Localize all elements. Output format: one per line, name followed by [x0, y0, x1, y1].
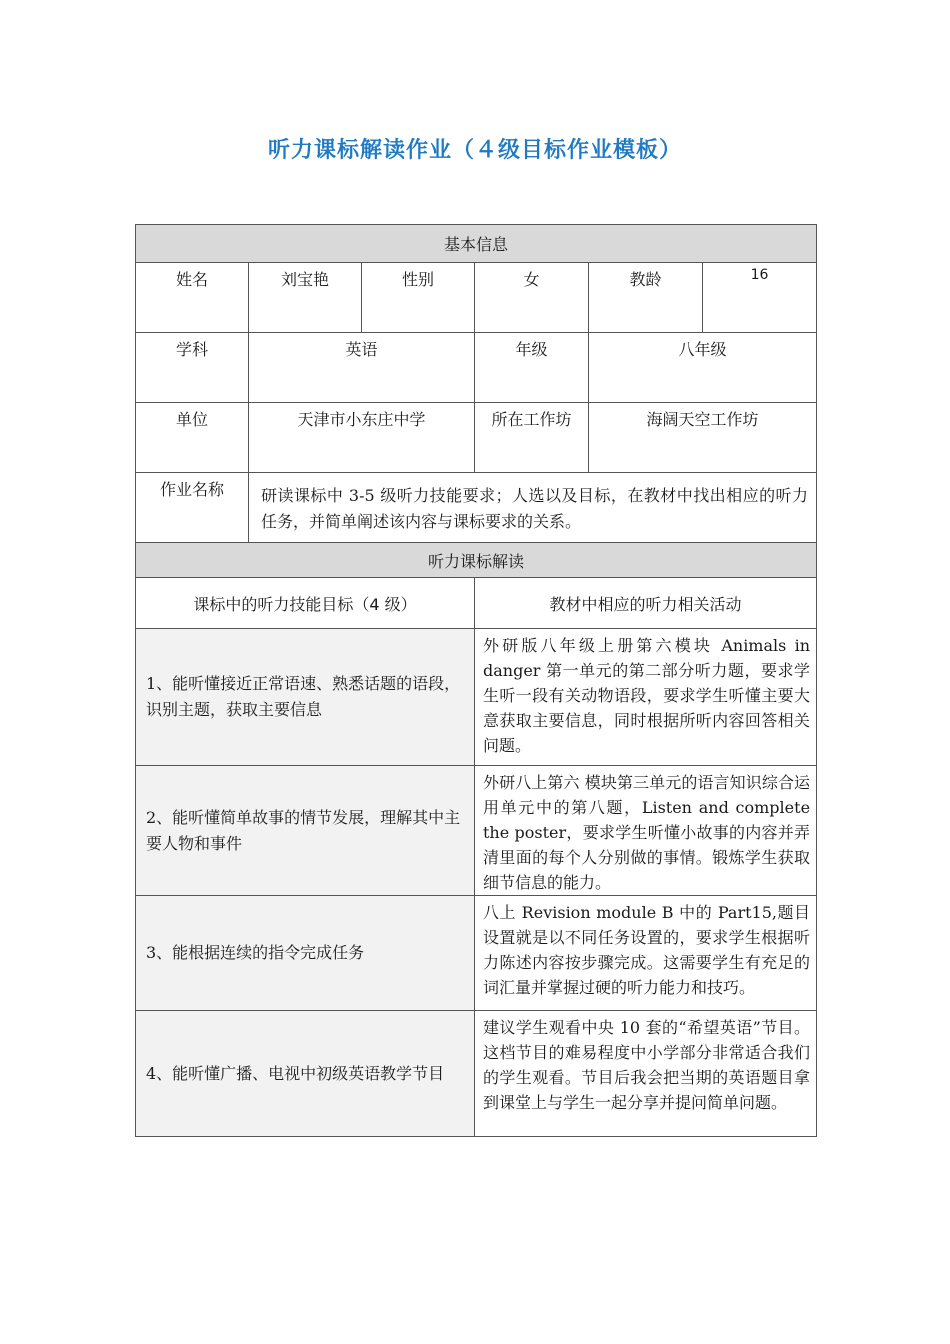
unit-label: 单位 — [136, 403, 249, 473]
gender-value: 女 — [475, 263, 589, 333]
column-header-goal: 课标中的听力技能目标（4 级） — [136, 578, 475, 629]
activity-cell: 建议学生观看中央 10 套的“希望英语”节目。这档节目的难易程度中小学部分非常适合我们的学生观看。节目后我会把当期的英语题目拿到课堂上与学生一起分享并提问简单问题。 — [475, 1011, 817, 1137]
table-row — [136, 896, 817, 1011]
page-title: 听力课标解读作业（４级目标作业模板） — [267, 138, 682, 163]
table-row — [136, 629, 817, 766]
name-label: 姓名 — [136, 263, 249, 333]
activity-cell: 外研八上第六 模块第三单元的语言知识综合运用单元中的第八题，Listen and complete the poster，要求学生听懂小故事的内容并弄清里面的每个人分别做的事情。锻炼学生获取细节信息的能力。 — [475, 766, 817, 896]
activity-cell: 外研版八年级上册第六模块 Animals in danger 第一单元的第二部分听力题，要求学生听一段有关动物语段，要求学生听懂主要大意获取主要信息，同时根据所听内容回答相关问题。 — [475, 629, 817, 766]
teaching-years-value: 16 — [703, 263, 817, 333]
gender-label: 性别 — [362, 263, 475, 333]
goal-cell: 1、能听懂接近正常语速、熟悉话题的语段，识别主题，获取主要信息 — [136, 629, 475, 766]
workshop-label: 所在工作坊 — [475, 403, 589, 473]
unit-value: 天津市小东庄中学 — [249, 403, 475, 473]
name-value: 刘宝艳 — [249, 263, 362, 333]
section-listening-analysis: 听力课标解读 — [136, 543, 817, 578]
homework-table — [135, 224, 817, 1137]
activity-cell: 八上 Revision module B 中的 Part15,题目设置就是以不同任务设置的，要求学生根据听力陈述内容按步骤完成。这需要学生有充足的词汇量并掌握过硬的听力能力和技巧。 — [475, 896, 817, 1011]
grade-value: 八年级 — [589, 333, 817, 403]
workshop-value: 海阔天空工作坊 — [589, 403, 817, 473]
homework-value: 研读课标中 3-5 级听力技能要求；人选以及目标，在教材中找出相应的听力任务，并简单阐述该内容与课标要求的关系。 — [249, 473, 817, 543]
section-basic-info: 基本信息 — [136, 225, 817, 263]
goal-cell: 2、能听懂简单故事的情节发展，理解其中主要人物和事件 — [136, 766, 475, 896]
homework-label: 作业名称 — [136, 473, 249, 543]
table-row — [136, 1011, 817, 1137]
subject-label: 学科 — [136, 333, 249, 403]
table-row — [136, 766, 817, 896]
column-header-activity: 教材中相应的听力相关活动 — [475, 578, 817, 629]
goal-cell: 4、能听懂广播、电视中初级英语教学节目 — [136, 1011, 475, 1137]
teaching-years-label: 教龄 — [589, 263, 703, 333]
goal-cell: 3、能根据连续的指令完成任务 — [136, 896, 475, 1011]
subject-value: 英语 — [249, 333, 475, 403]
grade-label: 年级 — [475, 333, 589, 403]
